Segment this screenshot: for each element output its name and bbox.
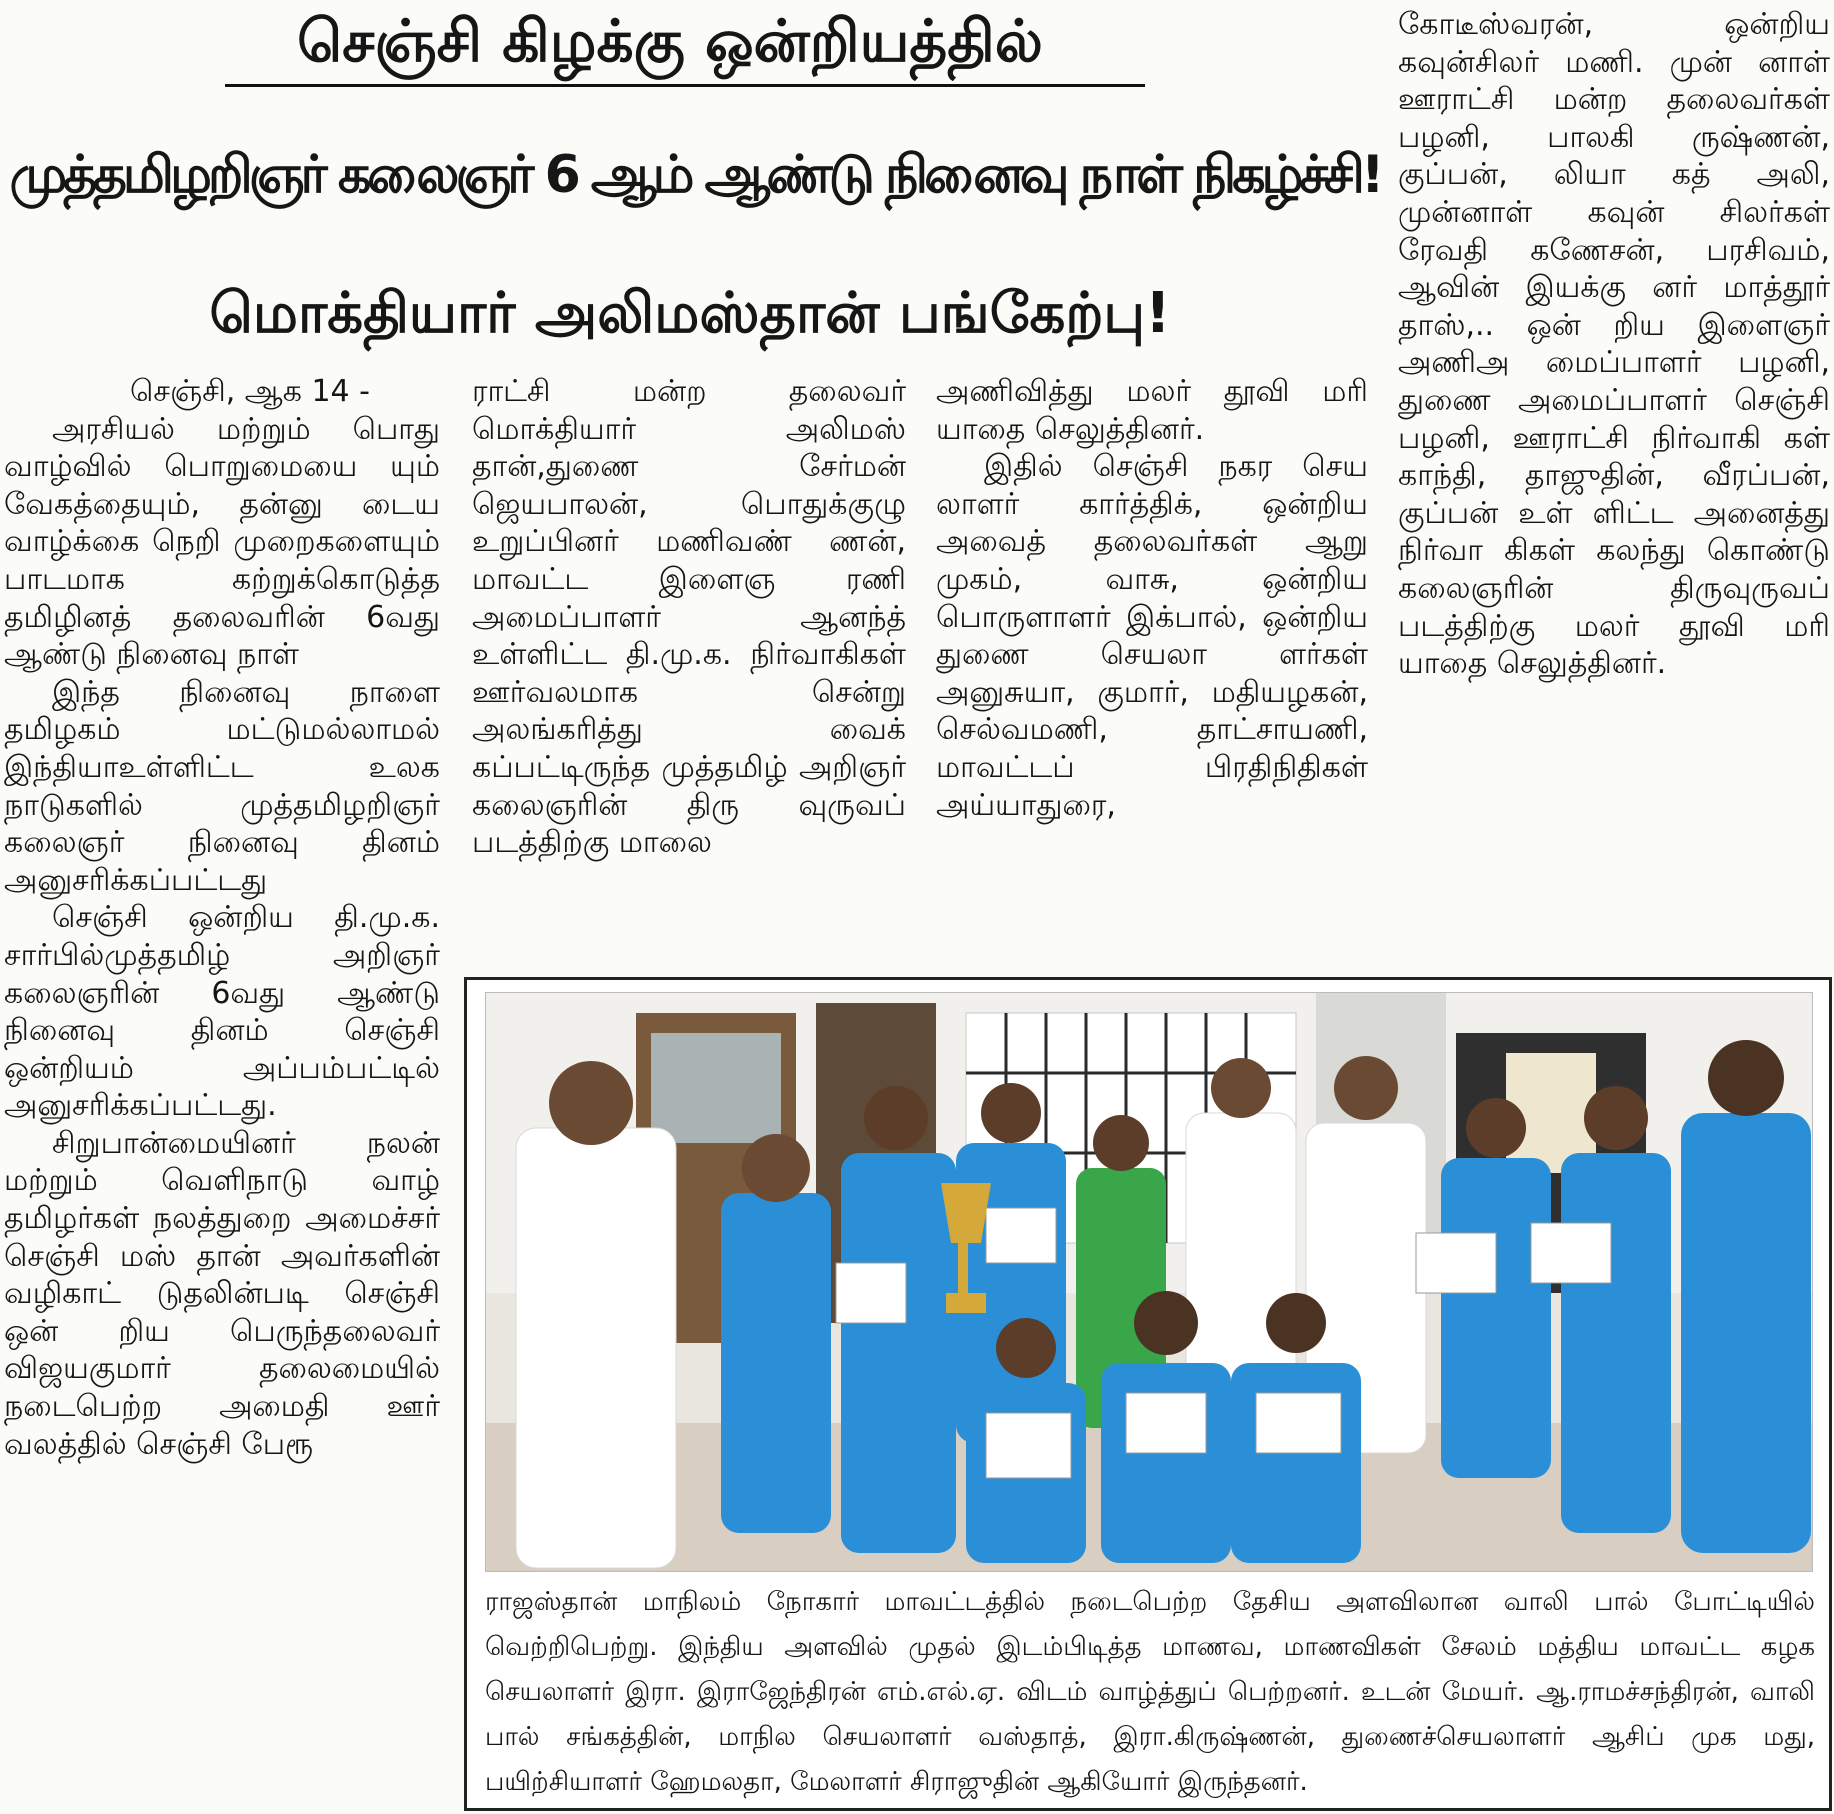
paragraph: கோடீஸ்வரன், ஒன்றிய கவுன்சிலர் மணி. முன் னாள் ஊராட்சி மன்ற தலைவர்கள் பழனி, பாலகி ருஷ்ணன், குப்பன், லியா கத் அலி, முன்னாள் கவுன் சிலர்கள் ரேவதி கணேசன், பரசிவம், ஆவின் இயக்கு னர் மாத்தூர் தாஸ்,.. ஒன் றிய இளைஞர் அணிஅ மைப்பாளர் பழனி, துணை அமைப்பாளர் செஞ்சி பழனி, ஊராட்சி நிர்வாகி கள் காந்தி, தாஜுதின், வீரப்பன், குப்பன் உள் ளிட்ட அனைத்து நிர்வா கிகள் கலந்து கொண்டு கலைஞரின் திருவுருவப் படத்திற்கு மலர் தூவி மரி யாதை செலுத்தினர். bbox=[1398, 7, 1830, 682]
dateline: செஞ்சி, ஆக 14 - bbox=[130, 374, 370, 409]
group-photo-illustration bbox=[486, 993, 1812, 1571]
paragraph: ராட்சி மன்ற தலைவர் மொக்தியார் அலிமஸ் தான்,துணை சேர்மன் ஜெயபாலன், பொதுக்குழு உறுப்பினர் மணிவண் ணன், மாவட்ட இளைஞ ரணி அமைப்பாளர் ஆனந்த் உள்ளிட்ட தி.மு.க. நிர்வாகிகள் ஊர்வலமாக சென்று அலங்கரித்து வைக் கப்பட்டிருந்த முத்தமிழ் அறிஞர் கலைஞரின் திரு வுருவப் படத்திற்கு மாலை bbox=[472, 374, 906, 861]
paragraph: அரசியல் மற்றும் பொது வாழ்வில் பொறுமையை யும் வேகத்தையும், தன்னு டைய வாழ்க்கை நெறி முறைகளையும் பாடமாக கற்றுக்கொடுத்த தமிழினத் தலைவரின் 6வது ஆண்டு நினைவு நாள் bbox=[4, 411, 440, 673]
paragraph: இந்த நினைவு நாளை தமிழகம் மட்டுமல்லாமல் இந்தியாஉள்ளிட்ட உலக நாடுகளில் முத்தமிழறிஞர் கலைஞர் நினைவு தினம் அனுசரிக்கப்பட்டது bbox=[4, 674, 440, 898]
article-column-3 bbox=[936, 373, 1368, 973]
group-photo bbox=[485, 992, 1813, 1572]
paragraph: அணிவித்து மலர் தூவி மரி யாதை செலுத்தினர். bbox=[936, 374, 1368, 447]
photo-caption: ராஜஸ்தான் மாநிலம் நோகார் மாவட்டத்தில் நடைபெற்ற தேசிய அளவிலான வாலி பால் போட்டியில் வெற்றிபெற்று. இந்திய அளவில் முதல் இடம்பிடித்த மாணவ, மாணவிகள் சேலம் மத்திய மாவட்ட கழக செயலாளர் இரா. இராஜேந்திரன் எம்.எல்.ஏ. விடம் வாழ்த்துப் பெற்றனர். உடன் மேயர். ஆ.ராமச்சந்திரன், வாலி பால் சங்கத்தின், மாநில செயலாளர் வஸ்தாத், இரா.கிருஷ்ணன், துணைச்செயலாளர் ஆசிப் முக மது, பயிற்சியாளர் ஹேமலதா, மேலாளர் சிராஜுதின் ஆகியோர் இருந்தனர். bbox=[485, 1587, 1815, 1797]
paragraph: சிறுபான்மையினர் நலன் மற்றும் வெளிநாடு வாழ் தமிழர்கள் நலத்துறை அமைச்சர் செஞ்சி மஸ் தான் அவர்களின் வழிகாட் டுதலின்படி செஞ்சி ஒன் றிய பெருந்தலைவர் விஜயகுமார் தலைமையில் நடைபெற்ற அமைதி ஊர் வலத்தில் செஞ்சி பேரூ bbox=[4, 1125, 440, 1462]
photo-box bbox=[464, 977, 1832, 1811]
article-column-1 bbox=[4, 373, 440, 1813]
kicker-underline bbox=[225, 84, 1145, 87]
article-column-2 bbox=[472, 373, 906, 973]
kicker-headline: செஞ்சி கிழக்கு ஒன்றியத்தில் bbox=[297, 7, 1043, 75]
article-column-4 bbox=[1398, 6, 1830, 966]
paragraph: செஞ்சி ஒன்றிய தி.மு.க. சார்பில்முத்தமிழ் அறிஞர் கலைஞரின் 6வது ஆண்டு நினைவு தினம் செஞ்சி ஒன்றியம் அப்பம்பட்டில் அனுசரிக்கப்பட்டது. bbox=[4, 900, 440, 1124]
main-headline: முத்தமிழறிஞர் கலைஞர் 6 ஆம் ஆண்டு நினைவு நாள் நிகழ்ச்சி! bbox=[9, 145, 1381, 205]
paragraph: இதில் செஞ்சி நகர செய லாளர் கார்த்திக், ஒன்றிய அவைத் தலைவர்கள் ஆறு முகம், வாசு, ஒன்றிய பொருளாளர் இக்பால், ஒன்றிய துணை செயலா ளர்கள் அனுசுயா, குமார், மதியழகன், செல்வமணி, தாட்சாயணி, மாவட்டப் பிரதிநிதிகள் அய்யாதுரை, bbox=[936, 449, 1368, 823]
sub-headline: மொக்தியார் அலிமஸ்தான் பங்கேற்பு! bbox=[209, 281, 1171, 346]
